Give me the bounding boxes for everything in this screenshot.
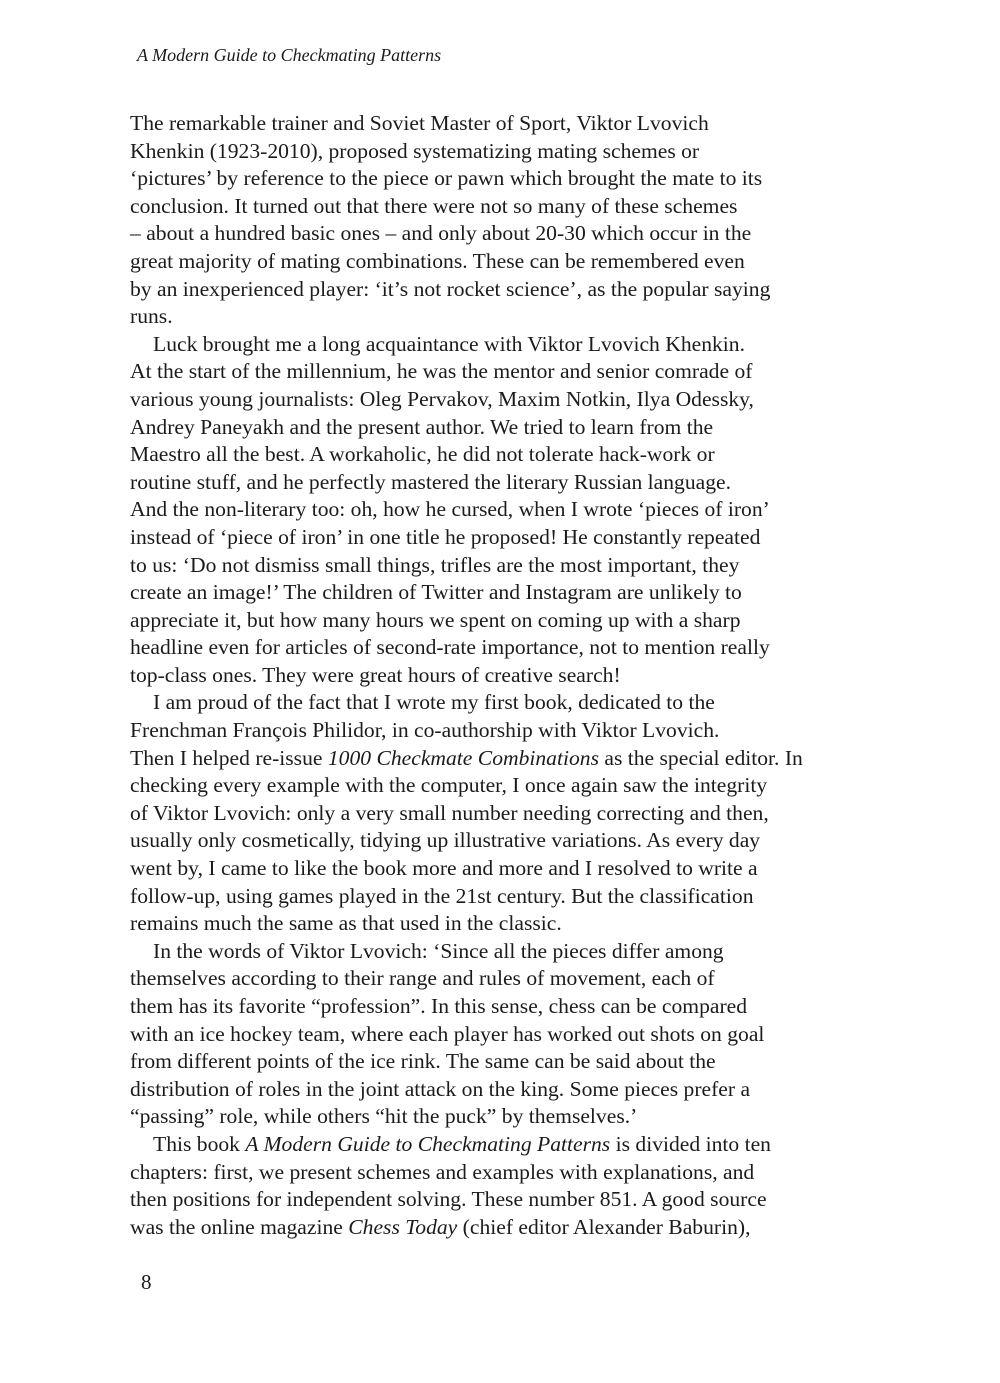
text-line bbox=[130, 1048, 870, 1076]
text-run: various young journalists: Oleg Pervakov, Maxim Notkin, Ilya Odessky, bbox=[130, 386, 754, 411]
text-line bbox=[130, 827, 870, 855]
text-run: top-class ones. They were great hours of creative search! bbox=[130, 662, 621, 687]
text-line bbox=[130, 745, 870, 773]
text-run: them has its favorite “profession”. In this sense, chess can be compared bbox=[130, 994, 748, 1018]
text-run: Luck brought me a long acquaintance with Viktor Lvovich Khenkin. bbox=[153, 331, 745, 356]
book-title: Chess Today bbox=[348, 1214, 458, 1239]
text-run: conclusion. It turned out that there were not so many of these schemes bbox=[130, 193, 738, 218]
text-run: At the start of the millennium, he was the mentor and senior comrade of bbox=[130, 359, 753, 384]
text-line bbox=[130, 1103, 870, 1131]
text-run: went by, I came to like the book more and more and I resolved to write a bbox=[130, 856, 758, 881]
text-run: usually only cosmetically, tidying up illustrative variations. As every day bbox=[130, 828, 761, 853]
text-run: Maestro all the best. A workaholic, he did not tolerate hack-work or bbox=[130, 442, 715, 467]
text-line bbox=[130, 110, 870, 138]
text-run: checking every example with the computer, I once again saw the integrity bbox=[130, 773, 768, 798]
text-run: remains much the same as that used in the classic. bbox=[130, 911, 562, 936]
text-line bbox=[130, 358, 870, 386]
text-line bbox=[130, 910, 870, 938]
text-run: ‘pictures’ by reference to the piece or pawn which brought the mate to its bbox=[130, 166, 763, 191]
text-run: Khenkin (1923-2010), proposed systematizing mating schemes or bbox=[130, 138, 700, 163]
text-run: with an ice hockey team, where each player has worked out shots on goal bbox=[130, 1021, 765, 1046]
text-run: routine stuff, and he perfectly mastered the literary Russian language. bbox=[130, 469, 732, 494]
text-run: themselves according to their range and rules of movement, each of bbox=[130, 966, 715, 991]
text-line bbox=[130, 165, 870, 193]
text-line bbox=[130, 220, 870, 248]
text-line bbox=[130, 1159, 870, 1187]
text-run: as the special editor. In bbox=[598, 745, 803, 770]
text-line bbox=[130, 414, 870, 442]
text-line bbox=[130, 689, 870, 717]
text-line bbox=[130, 717, 870, 745]
text-run: In the words of Viktor Lvovich: ‘Since all the pieces differ among bbox=[153, 938, 724, 963]
text-run: to us: ‘Do not dismiss small things, trifles are the most important, they bbox=[130, 552, 740, 577]
text-run: – about a hundred basic ones – and only about 20-30 which occur in the bbox=[130, 221, 752, 246]
text-line bbox=[130, 1214, 870, 1242]
text-line bbox=[130, 331, 870, 359]
text-line bbox=[130, 965, 870, 993]
text-line bbox=[130, 938, 870, 966]
book-title: 1000 Checkmate Combinations bbox=[327, 745, 599, 770]
text-run: And the non-literary too: oh, how he cursed, when I wrote ‘pieces of iron’ bbox=[130, 497, 770, 522]
text-run: of Viktor Lvovich: only a very small number needing correcting and then, bbox=[130, 800, 769, 825]
text-line bbox=[130, 855, 870, 883]
text-run: instead of ‘piece of iron’ in one title he proposed! He constantly repeated bbox=[130, 524, 761, 549]
text-line bbox=[130, 662, 870, 690]
text-line bbox=[130, 1131, 870, 1159]
text-line bbox=[130, 496, 870, 524]
text-run: Frenchman François Philidor, in co-authorship with Viktor Lvovich. bbox=[130, 718, 720, 743]
text-line bbox=[130, 276, 870, 304]
text-run: distribution of roles in the joint attack on the king. Some pieces prefer a bbox=[130, 1076, 751, 1101]
text-run: great majority of mating combinations. These can be remembered even bbox=[130, 248, 745, 273]
text-run: The remarkable trainer and Soviet Master of Sport, Viktor Lvovich bbox=[130, 111, 709, 135]
text-run: headline even for articles of second-rate importance, not to mention really bbox=[130, 635, 770, 660]
text-line bbox=[130, 441, 870, 469]
running-head: A Modern Guide to Checkmating Patterns bbox=[137, 45, 442, 65]
text-run: create an image!’ The children of Twitter and Instagram are unlikely to bbox=[130, 580, 742, 605]
text-run: This book bbox=[153, 1131, 246, 1156]
text-line bbox=[130, 607, 870, 635]
text-line bbox=[130, 1021, 870, 1049]
text-line bbox=[130, 524, 870, 552]
book-title: A Modern Guide to Checkmating Patterns bbox=[245, 1131, 611, 1156]
page-number: 8 bbox=[141, 1270, 152, 1294]
text-run: from different points of the ice rink. The same can be said about the bbox=[130, 1049, 716, 1074]
text-line bbox=[130, 386, 870, 414]
text-line bbox=[130, 634, 870, 662]
text-run: is divided into ten bbox=[610, 1131, 771, 1156]
text-run: Then I helped re-issue bbox=[130, 745, 328, 770]
text-run: then positions for independent solving. These number 851. A good source bbox=[130, 1187, 767, 1212]
text-line bbox=[130, 469, 870, 497]
text-run: follow-up, using games played in the 21st century. But the classification bbox=[130, 883, 754, 908]
text-line bbox=[130, 993, 870, 1021]
text-run: runs. bbox=[130, 304, 173, 329]
text-run: “passing” role, while others “hit the puck” by themselves.’ bbox=[130, 1104, 638, 1129]
text-line bbox=[130, 1186, 870, 1214]
text-run: by an inexperienced player: ‘it’s not rocket science’, as the popular saying bbox=[130, 276, 771, 301]
text-line bbox=[130, 138, 870, 166]
text-line bbox=[130, 800, 870, 828]
text-line bbox=[130, 579, 870, 607]
text-line bbox=[130, 248, 870, 276]
text-line bbox=[130, 883, 870, 911]
text-line bbox=[130, 1076, 870, 1104]
text-run: appreciate it, but how many hours we spent on coming up with a sharp bbox=[130, 607, 741, 632]
text-line bbox=[130, 552, 870, 580]
body-text bbox=[130, 110, 870, 1241]
text-run: was the online magazine bbox=[130, 1214, 349, 1239]
text-line bbox=[130, 772, 870, 800]
text-line bbox=[130, 193, 870, 221]
text-run: I am proud of the fact that I wrote my first book, dedicated to the bbox=[153, 690, 715, 715]
text-run: chapters: first, we present schemes and examples with explanations, and bbox=[130, 1159, 755, 1184]
text-line bbox=[130, 303, 870, 331]
text-run: (chief editor Alexander Baburin), bbox=[457, 1214, 751, 1239]
text-run: Andrey Paneyakh and the present author. We tried to learn from the bbox=[130, 414, 714, 439]
